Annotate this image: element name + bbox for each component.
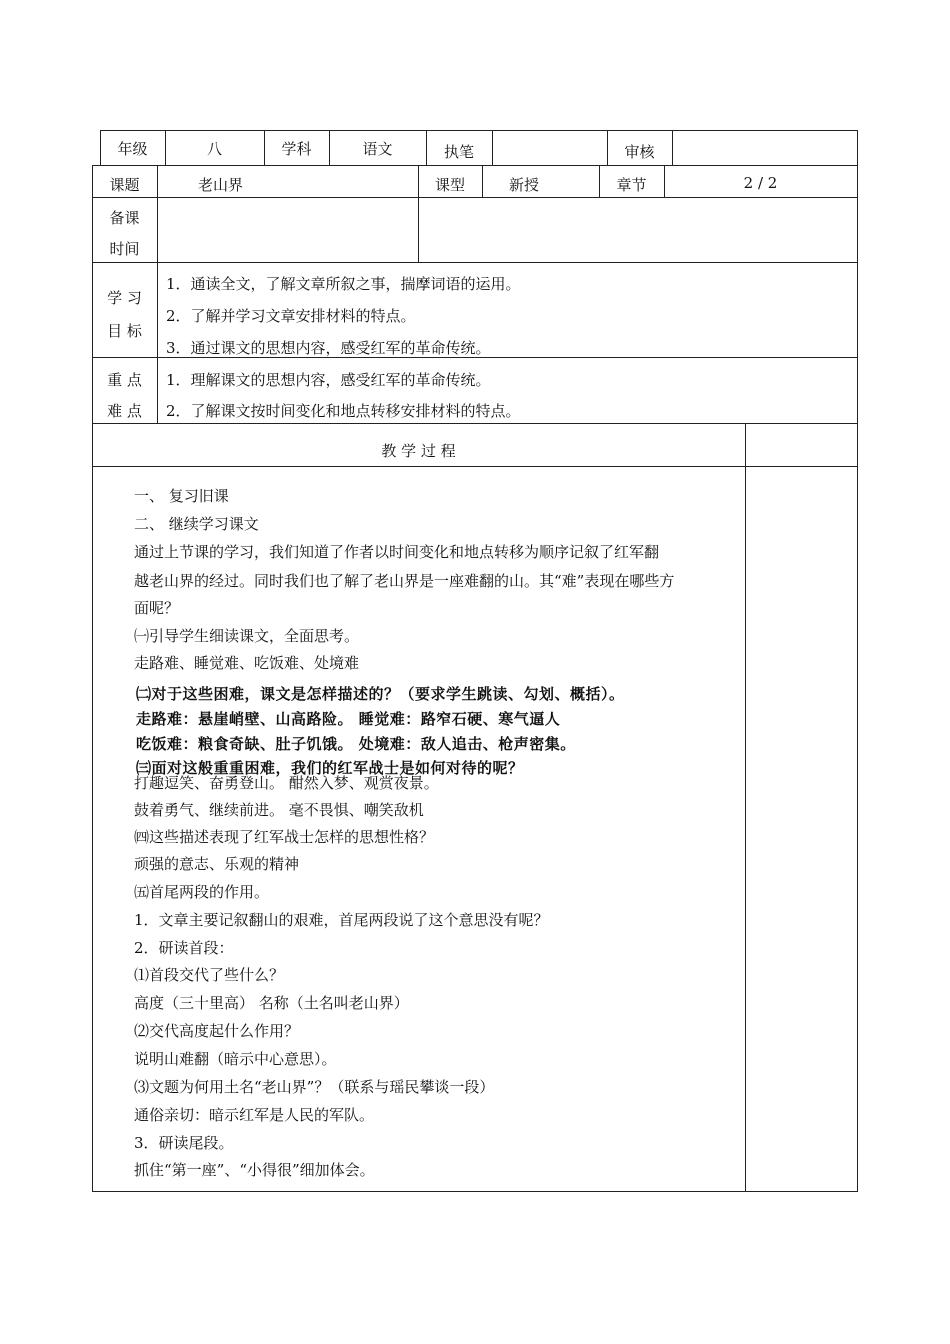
process-line: 一、 复习旧课 [134,487,229,505]
subject-label: 学科 [281,140,312,158]
process-line: ⑵交代高度起什么作用？ [134,1022,300,1040]
process-line: 二、 继续学习课文 [134,515,259,533]
process-bold-line: ㈢面对这般重重困难，我们的红军战士是如何对待的呢？ [136,759,524,777]
key-points-label-1: 重 点 [107,371,142,389]
prep-time-label-1: 备课 [109,209,140,227]
reviewer-label: 审核 [624,143,655,161]
process-line: 2．研读首段： [134,939,234,957]
process-line: 通过上节课的学习，我们知道了作者以时间变化和地点转移为顺序记叙了红军翻 [134,543,660,561]
process-line: 高度（三十里高） 名称（土名叫老山界） [134,994,409,1012]
process-line: 说明山难翻（暗示中心意思）。 [134,1050,337,1068]
process-line: 通俗亲切：暗示红军是人民的军队。 [134,1106,375,1124]
process-line: 顽强的意志、乐观的精神 [134,855,300,873]
author-label: 执笔 [443,143,474,161]
topic-value: 老山界 [198,176,244,194]
prep-time-label-2: 时间 [109,240,140,258]
objective-item: 1．通读全文，了解文章所叙之事，揣摩词语的运用。 [166,275,521,293]
type-label: 课型 [434,176,465,194]
objectives-label-1: 学 习 [107,289,142,307]
type-value: 新授 [509,176,540,194]
process-line: 抓住“第一座”、“小得很”细加体会。 [134,1161,375,1179]
process-line: 打趣逗笑、奋勇登山。 酣然入梦、观赏夜景。 [134,774,439,792]
grade-value: 八 [206,140,222,158]
process-line: 越老山界的经过。同时我们也了解了老山界是一座难翻的山。其“难”表现在哪些方 [134,572,675,590]
process-line: ㈠引导学生细读课文，全面思考。 [134,627,360,645]
objectives-label-2: 目 标 [107,322,142,340]
process-line: ㈣这些描述表现了红军战士怎样的思想性格？ [134,828,435,846]
topic-label: 课题 [109,176,140,194]
process-line: ⑴首段交代了些什么？ [134,966,285,984]
process-title: 教 学 过 程 [381,442,456,460]
chapter-value: 2 / 2 [743,174,778,192]
process-line: 1．文章主要记叙翻山的艰难，首尾两段说了这个意思没有呢？ [134,911,549,929]
process-line: 走路难、睡觉难、吃饭难、处境难 [134,654,360,672]
objective-item: 3．通过课文的思想内容，感受红军的革命传统。 [166,339,491,357]
process-bold-line: ㈡对于这些困难，课文是怎样描述的？（要求学生跳读、勾划、概括）。 [136,685,625,703]
process-bold-line: 走路难：悬崖峭壁、山高路险。 睡觉难：路窄石硬、寒气逼人 [136,710,561,728]
key-point-item: 2．了解课文按时间变化和地点转移安排材料的特点。 [166,402,521,420]
chapter-label: 章节 [616,176,647,194]
grade-label: 年级 [117,140,148,158]
process-line: ㈤首尾两段的作用。 [134,883,270,901]
process-line: ⑶文题为何用土名“老山界”？（联系与瑶民攀谈一段） [134,1078,495,1096]
process-line: 3．研读尾段。 [134,1134,234,1152]
process-bold-line: 吃饭难：粮食奇缺、肚子饥饿。 处境难：敌人追击、枪声密集。 [136,735,576,753]
subject-value: 语文 [362,140,393,158]
key-point-item: 1．理解课文的思想内容，感受红军的革命传统。 [166,371,491,389]
process-line: 面呢？ [134,599,180,617]
process-line: 鼓着勇气、继续前进。 毫不畏惧、嘲笑敌机 [134,801,424,819]
objective-item: 2．了解并学习文章安排材料的特点。 [166,307,416,325]
key-points-label-2: 难 点 [107,402,142,420]
